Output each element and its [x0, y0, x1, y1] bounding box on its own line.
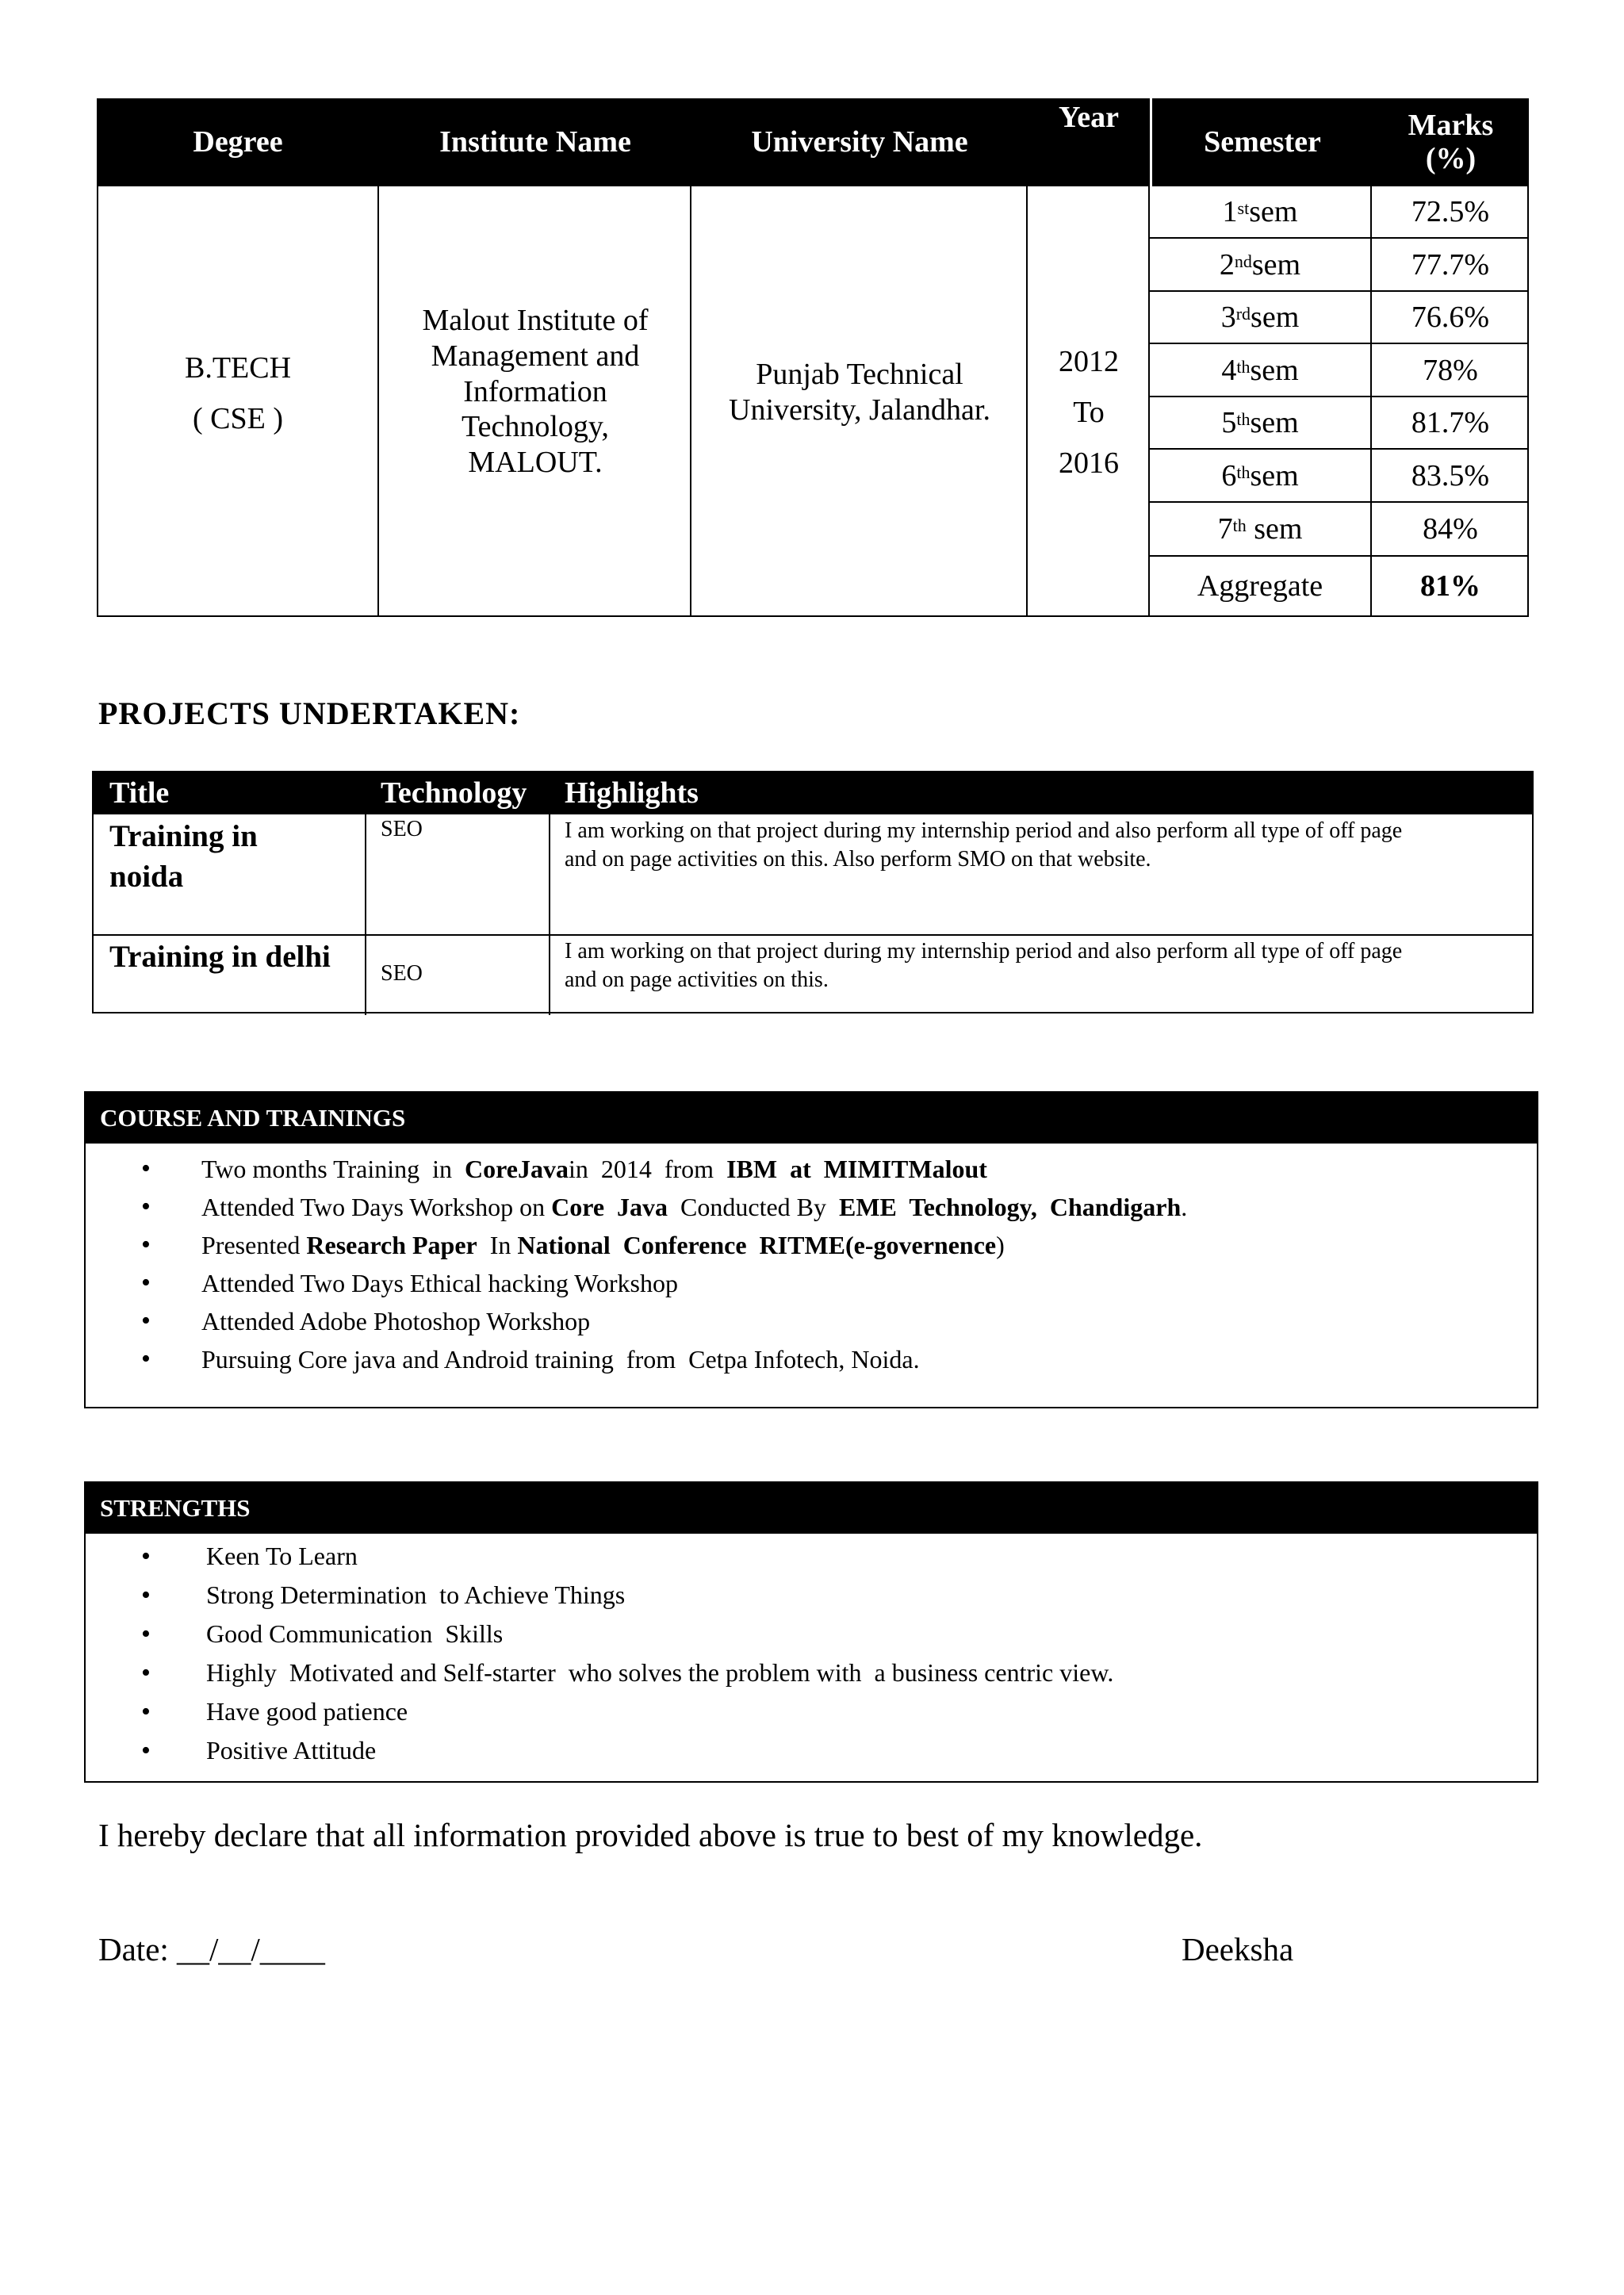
education-table — [97, 98, 1529, 619]
course-item: • Attended Two Days Ethical hacking Workshop — [86, 1264, 1537, 1302]
header-university: University Name — [751, 125, 968, 159]
project-title: Training in noida — [109, 819, 258, 894]
strengths-box — [84, 1481, 1538, 1783]
institute-line: Information — [463, 374, 607, 408]
projects-section-title: PROJECTS UNDERTAKEN: — [98, 695, 521, 731]
strength-item: • Positive Attitude — [86, 1731, 1537, 1770]
strengths-list — [86, 1537, 1537, 1770]
institute-line: Management and — [431, 339, 640, 373]
semester-label: 2 $^{nd}$ sem — [1219, 247, 1301, 282]
header-marks-line1: Marks — [1408, 108, 1494, 142]
semester-marks: 78% — [1423, 353, 1478, 387]
header-institute: Institute Name — [439, 125, 631, 159]
degree-cell — [97, 343, 379, 444]
courses-header: COURSE AND TRAININGS — [86, 1093, 1537, 1144]
strength-item: • Strong Determination to Achieve Things — [86, 1576, 1537, 1615]
semester-label: 5 $^{th}$ sem — [1221, 406, 1299, 439]
year-cell — [1028, 336, 1150, 489]
university-cell — [691, 357, 1028, 428]
date-line: Date: __/__/____ — [98, 1931, 325, 1967]
semester-label: 6 $^{th}$ sem — [1221, 458, 1299, 492]
projects-table-header — [92, 771, 1534, 814]
projects-header-technology: Technology — [381, 776, 527, 810]
university-line: University, Jalandhar. — [729, 393, 990, 427]
semester-marks: 84% — [1423, 512, 1478, 546]
project-highlights: I am working on that project during my internship period and also perform all type of off page and on page activities on this. — [565, 939, 1403, 993]
strengths-header: STRENGTHS — [86, 1483, 1537, 1534]
course-item: • Two months Training in CoreJavain 2014 from IBM at MIMITMalout — [86, 1150, 1537, 1188]
courses-box — [84, 1091, 1538, 1408]
header-degree: Degree — [193, 125, 283, 159]
courses-list — [86, 1150, 1537, 1378]
aggregate-label: Aggregate — [1197, 569, 1323, 603]
course-item: • Attended Adobe Photoshop Workshop — [86, 1302, 1537, 1340]
university-line: Punjab Technical — [756, 358, 963, 391]
semester-marks: 83.5% — [1411, 458, 1490, 492]
project-technology: SEO — [381, 961, 423, 986]
semester-marks: 81.7% — [1411, 406, 1490, 439]
institute-line: Technology, — [462, 410, 609, 444]
projects-table — [92, 771, 1534, 1015]
project-technology: SEO — [381, 817, 423, 841]
semester-label: 1 $^{st}$ sem — [1222, 195, 1298, 228]
project-highlights: I am working on that project during my internship period and also perform all type of off page and on page activities on this. Also perform SMO on that website. — [565, 818, 1403, 872]
year-start: 2012 — [1059, 345, 1119, 378]
course-item: • Presented Research Paper In National Conference RITME(e-governence) — [86, 1226, 1537, 1264]
header-marks — [1373, 98, 1529, 186]
semester-label: 7 $^{th}$ sem — [1217, 512, 1303, 546]
semester-marks: 76.6% — [1411, 301, 1490, 334]
aggregate-value: 81% — [1420, 569, 1480, 603]
semester-label: 3 $^{rd}$ sem — [1220, 301, 1300, 334]
institute-line: MALOUT. — [468, 446, 603, 480]
header-semester: Semester — [1204, 125, 1321, 159]
year-to: To — [1073, 396, 1105, 429]
strength-item: • Keen To Learn — [86, 1537, 1537, 1576]
course-item: • Pursuing Core java and Android training from Cetpa Infotech, Noida. — [86, 1340, 1537, 1378]
semester-marks: 77.7% — [1411, 247, 1490, 282]
strength-item: • Have good patience — [86, 1692, 1537, 1731]
projects-header-highlights: Highlights — [565, 776, 699, 810]
year-end: 2016 — [1059, 446, 1119, 480]
header-year: Year — [1059, 101, 1119, 134]
declaration-text: I hereby declare that all information provided above is true to best of my knowledge. — [98, 1817, 1203, 1853]
project-title: Training in delhi — [109, 940, 331, 974]
semester-label: 4 $^{th}$ sem — [1221, 353, 1299, 387]
institute-cell — [379, 303, 691, 481]
strength-item: • Highly Motivated and Self-starter who solves the problem with a business centric view. — [86, 1653, 1537, 1692]
projects-header-title: Title — [109, 776, 170, 810]
semester-marks: 72.5% — [1411, 195, 1490, 228]
strength-item: • Good Communication Skills — [86, 1615, 1537, 1653]
signature-name: Deeksha — [1182, 1931, 1294, 1967]
header-marks-line2: (%) — [1425, 141, 1477, 175]
institute-line: Malout Institute of — [422, 304, 649, 337]
degree-name: B.TECH — [184, 351, 292, 385]
course-item: • Attended Two Days Workshop on Core Java Conducted By EME Technology, Chandigarh. — [86, 1188, 1537, 1226]
degree-branch: ( CSE ) — [193, 402, 283, 435]
